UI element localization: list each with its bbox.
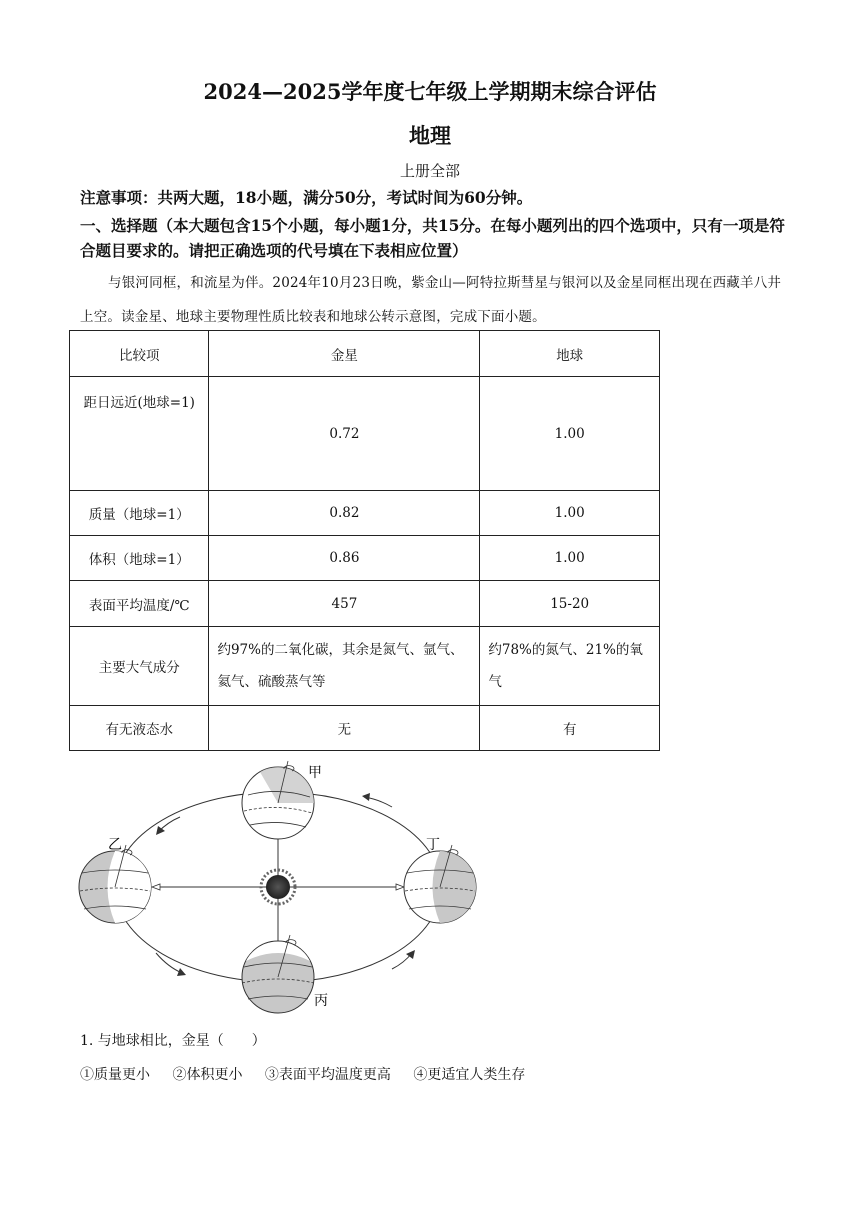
table-row	[70, 377, 660, 491]
label-ding: 丁	[426, 837, 440, 853]
direction-arrow-icon	[156, 953, 182, 973]
table-cell-item: 主要大气成分	[70, 627, 209, 706]
comparison-table	[69, 330, 660, 751]
table-cell-earth: 15-20	[480, 581, 660, 627]
earth-globe-bing	[242, 935, 314, 1013]
table-header: 比较项	[70, 331, 209, 377]
intro-paragraph: 与银河同框，和流星为伴。2024年10月23日晚，紫金山—阿特拉斯彗星与银河以及金星同框出现在西藏羊八井上空。读金星、地球主要物理性质比较表和地球公转示意图，完成下面小题。	[80, 275, 782, 325]
table-header-row	[70, 331, 660, 377]
table-cell-venus: 0.82	[209, 491, 480, 536]
table-cell-venus: 无	[209, 706, 480, 751]
table-cell-item: 有无液态水	[70, 706, 209, 751]
table-cell-venus: 457	[209, 581, 480, 627]
option-3: ③表面平均温度更高	[264, 1067, 391, 1083]
option-1: ①质量更小	[80, 1067, 150, 1083]
table-cell-venus: 约97%的二氧化碳，其余是氮气、氩气、氦气、硫酸蒸气等	[209, 627, 480, 706]
label-yi: 乙	[108, 837, 122, 853]
option-4: ④更适宜人类生存	[413, 1067, 526, 1083]
option-2: ②体积更小	[172, 1067, 243, 1083]
table-cell-earth: 有	[480, 706, 660, 751]
arrowhead-icon	[177, 968, 186, 976]
table-cell-venus: 0.72	[209, 377, 480, 491]
table-row	[70, 491, 660, 536]
earth-globe-jia	[242, 761, 314, 839]
table-row	[70, 536, 660, 581]
question-1-options	[80, 1064, 539, 1084]
label-jia: 甲	[308, 765, 322, 781]
table-cell-earth: 1.00	[480, 491, 660, 536]
earth-revolution-diagram	[70, 755, 490, 1020]
table-cell-item: 体积（地球=1）	[70, 536, 209, 581]
exam-scope: 上册全部	[399, 162, 460, 180]
table-row	[70, 627, 660, 706]
table-cell-item: 距日远近(地球=1)	[70, 377, 209, 491]
exam-notice: 注意事项：共两大题，18小题，满分50分，考试时间为60分钟。	[80, 188, 533, 207]
table-header: 金星	[209, 331, 480, 377]
section-heading: 一、选择题（本大题包含15个小题，每小题1分，共15分。在每小题列出的四个选项中，只有一项是符合题目要求的。请把正确选项的代号填在下表相应位置）	[80, 216, 785, 260]
table-cell-venus: 0.86	[209, 536, 480, 581]
earth-globe-ding	[404, 845, 476, 923]
earth-globe-yi	[79, 845, 151, 923]
subject-title: 地理	[409, 123, 451, 148]
arrowhead-icon	[362, 793, 370, 801]
table-cell-earth: 约78%的氮气、21%的氧气	[480, 627, 660, 706]
arrowhead-icon	[152, 884, 160, 890]
sun-icon	[261, 870, 295, 904]
table-cell-item: 表面平均温度/℃	[70, 581, 209, 627]
arrowhead-icon	[396, 884, 404, 890]
table-row	[70, 706, 660, 751]
table-header: 地球	[480, 331, 660, 377]
exam-title: 2024—2025学年度七年级上学期期末综合评估	[203, 79, 657, 104]
question-1-stem: 1. 与地球相比，金星（ ）	[80, 1033, 266, 1049]
table-cell-earth: 1.00	[480, 536, 660, 581]
label-bing: 丙	[314, 993, 328, 1009]
table-row	[70, 581, 660, 627]
table-cell-item: 质量（地球=1）	[70, 491, 209, 536]
table-cell-earth: 1.00	[480, 377, 660, 491]
